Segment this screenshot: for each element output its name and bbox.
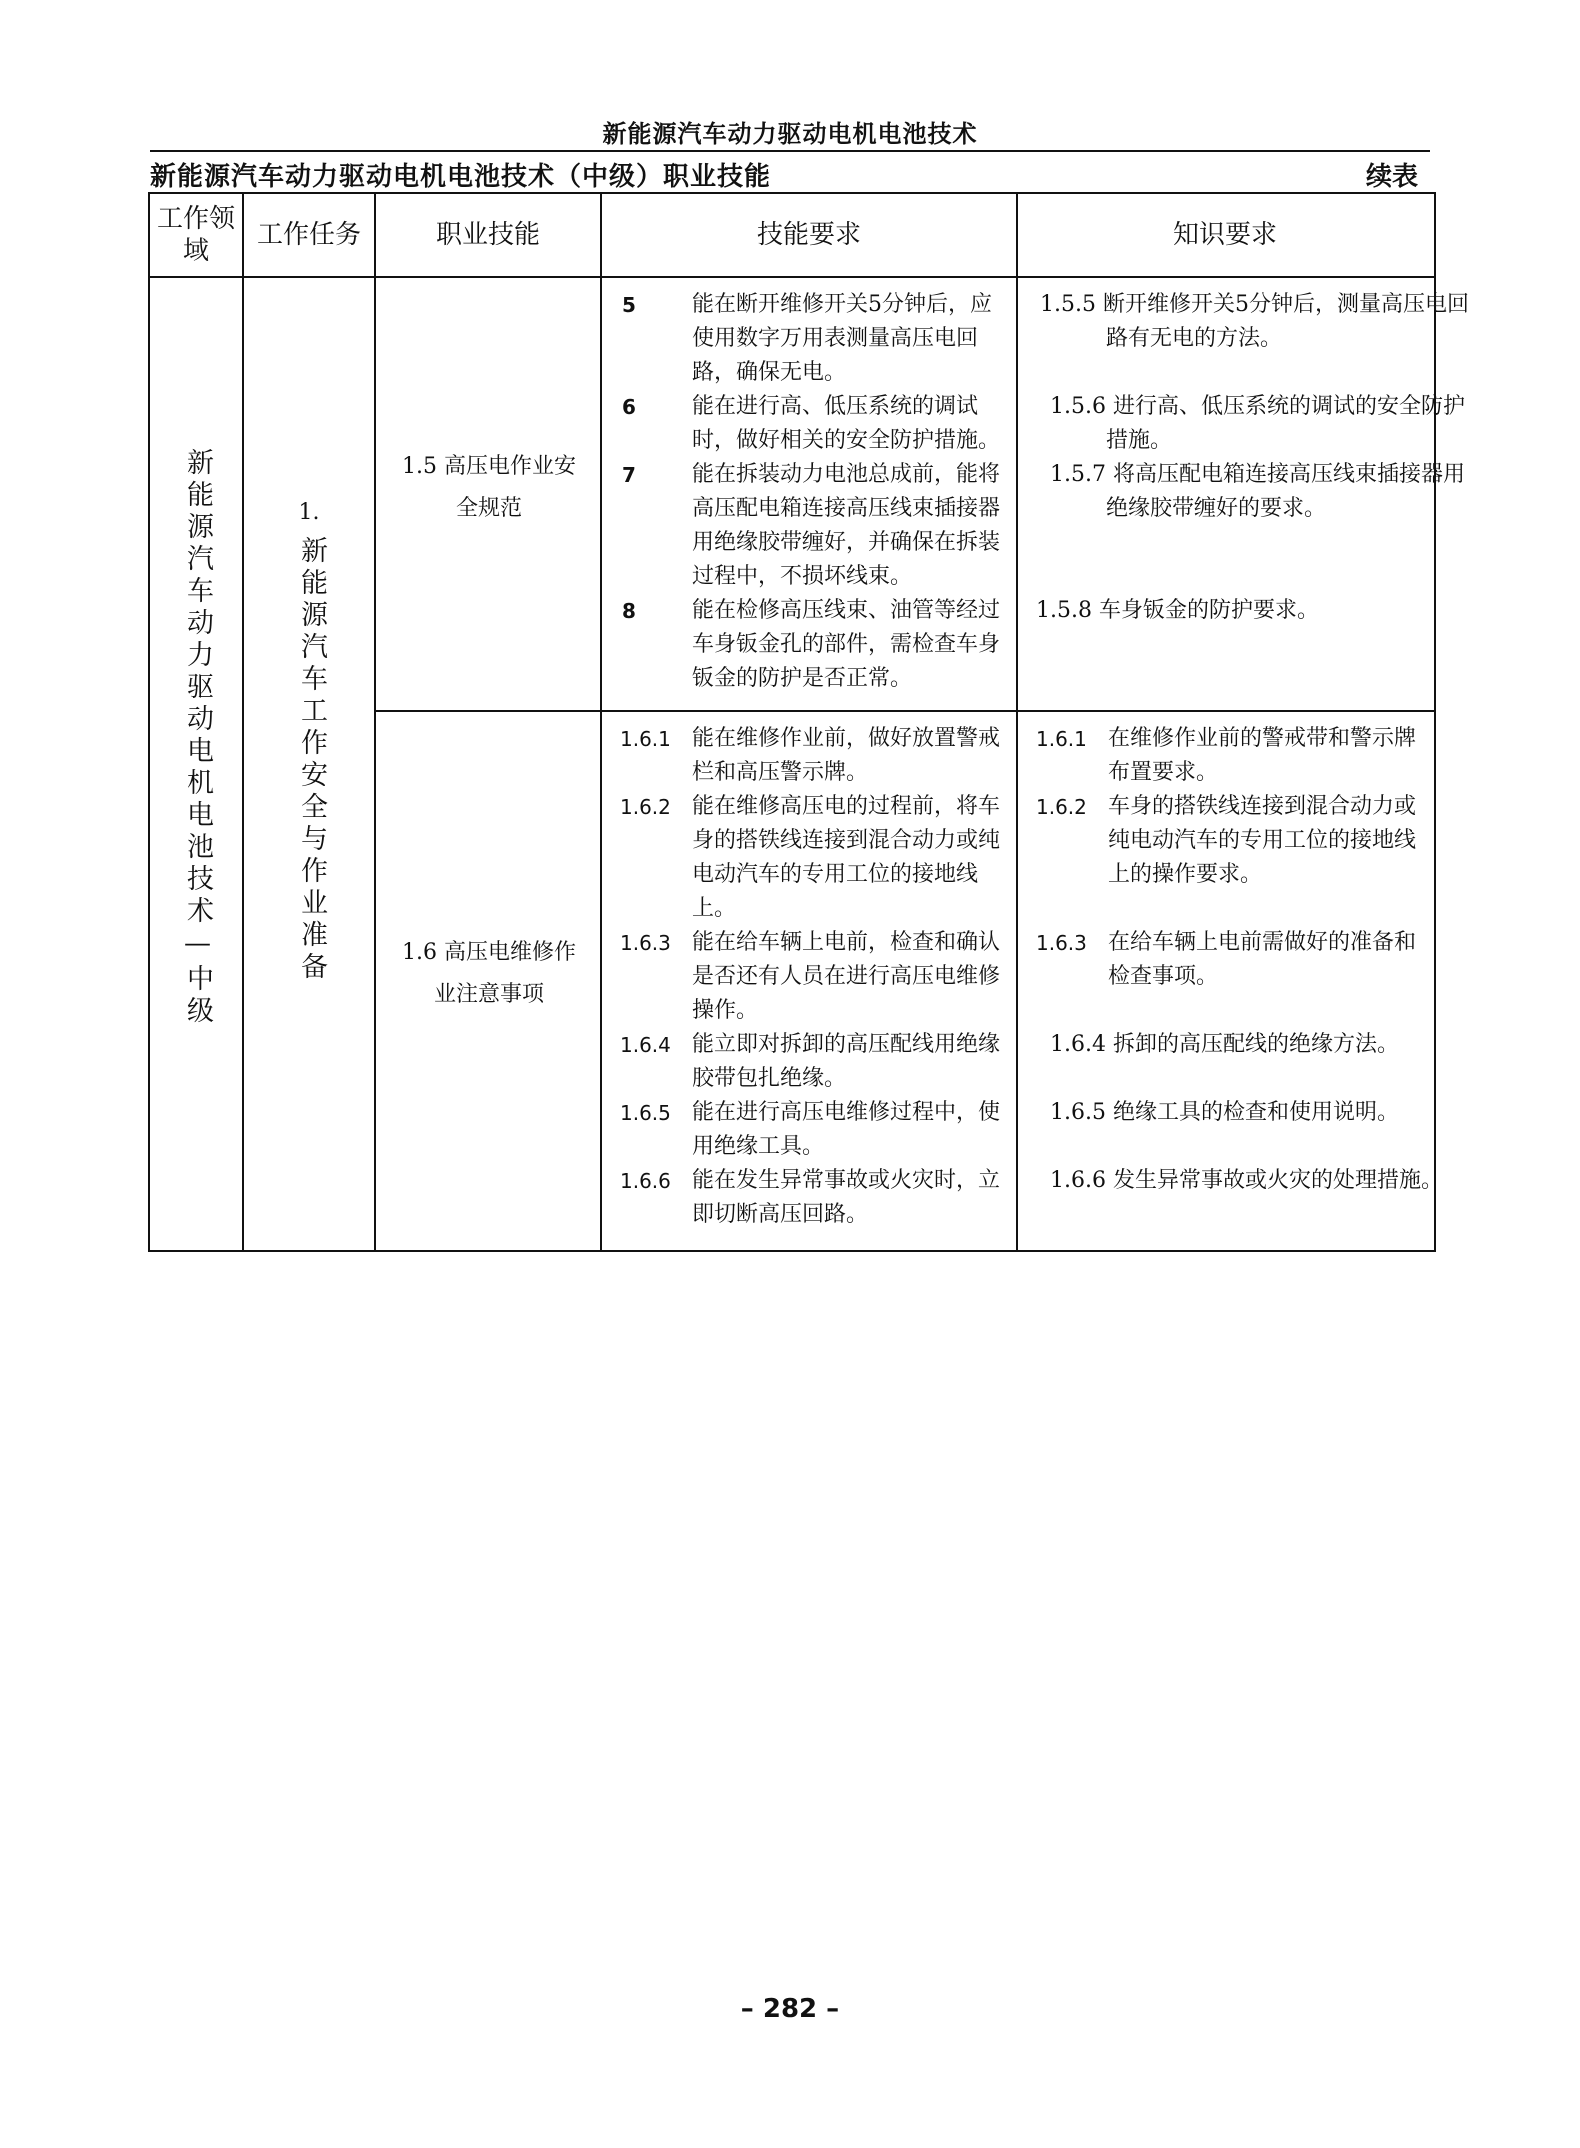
row-divider — [376, 710, 1434, 712]
knowledge-req-text: 绝缘工具的检查和使用说明。 — [1112, 1100, 1399, 1125]
knowledge-req-text: 在给车辆上电前需做好的准备和检查事项。 — [1108, 930, 1417, 989]
skill-req-number: 8 — [622, 599, 636, 623]
task-name-cell: 新能源汽车工作安全与作业准备 — [296, 536, 327, 984]
column-header-skill: 职业技能 — [435, 220, 540, 250]
skill-req-number: 1.6.3 — [620, 931, 671, 955]
task-number: 1. — [298, 500, 320, 525]
skill-req-number: 1.6.6 — [620, 1169, 671, 1193]
skill-req-text: 能在断开维修开关5分钟后，应使用数字万用表测量高压电回路，确保无电。 — [692, 292, 992, 385]
column-divider — [242, 194, 244, 1250]
knowledge-req-text: 车身钣金的防护要求。 — [1098, 598, 1319, 623]
knowledge-req-number: 1.6.3 — [1036, 931, 1087, 955]
knowledge-req-number: 1.6.5 — [1050, 1100, 1106, 1125]
knowledge-req-item — [1050, 1164, 1476, 1198]
knowledge-req-text: 将高压配电箱连接高压线束插接器用绝缘胶带缠好的要求。 — [1106, 462, 1465, 521]
skill-req-text: 能在拆装动力电池总成前，能将高压配电箱连接高压线束插接器用绝缘胶带缠好，并确保在拆装过程中，不损坏线束。 — [692, 462, 1001, 589]
knowledge-req-item — [1050, 1096, 1420, 1130]
knowledge-req-number: 1.5.6 — [1050, 394, 1106, 419]
knowledge-req-text: 断开维修开关5分钟后，测量高压电回路有无电的方法。 — [1102, 292, 1469, 351]
skill-name: 1.6 高压电维修作业注意事项 — [402, 940, 576, 1007]
column-header-knowledge-requirements: 知识要求 — [1172, 220, 1277, 250]
knowledge-req-item — [1050, 1028, 1420, 1062]
skill-req-text: 能在维修高压电的过程前，将车身的搭铁线连接到混合动力或纯电动汽车的专用工位的接地线上。 — [692, 794, 1001, 921]
column-header-skill-requirements: 技能要求 — [756, 220, 861, 250]
header-rule — [150, 150, 1430, 152]
skill-req-number: 1.6.2 — [620, 795, 671, 819]
knowledge-req-text: 在维修作业前的警戒带和警示牌布置要求。 — [1108, 726, 1417, 785]
running-head: 新能源汽车动力驱动电机电池技术 — [602, 120, 978, 148]
header-divider — [150, 276, 1434, 278]
skill-req-text: 能在检修高压线束、油管等经过车身钣金孔的部件，需检查车身钣金的防护是否正常。 — [692, 598, 1001, 691]
knowledge-req-number: 1.6.6 — [1050, 1168, 1106, 1193]
skill-name: 1.5 高压电作业安全规范 — [402, 454, 576, 521]
knowledge-req-item — [1050, 390, 1476, 458]
knowledge-req-item — [1040, 288, 1486, 356]
knowledge-req-number: 1.5.5 — [1040, 292, 1096, 317]
skill-req-text: 能在维修作业前，做好放置警戒栏和高压警示牌。 — [692, 726, 1001, 785]
column-divider — [374, 194, 376, 1250]
knowledge-req-number: 1.5.8 — [1036, 598, 1092, 623]
skill-req-text: 能立即对拆卸的高压配线用绝缘胶带包扎绝缘。 — [692, 1032, 1001, 1091]
knowledge-req-text: 发生异常事故或火灾的处理措施。 — [1112, 1168, 1443, 1193]
skill-req-number: 7 — [622, 463, 636, 487]
column-divider — [1016, 194, 1018, 1250]
skill-table — [148, 192, 1469, 1252]
knowledge-req-number: 1.5.7 — [1050, 462, 1106, 487]
skill-req-number: 6 — [622, 395, 636, 419]
page-number: – 282 – — [740, 1994, 840, 2024]
skill-req-number: 5 — [622, 293, 636, 317]
knowledge-req-number: 1.6.1 — [1036, 727, 1087, 751]
knowledge-req-number: 1.6.2 — [1036, 795, 1087, 819]
knowledge-req-text: 拆卸的高压配线的绝缘方法。 — [1112, 1032, 1399, 1057]
continued-label: 续表 — [1365, 162, 1418, 192]
column-header-task: 工作任务 — [256, 220, 361, 250]
skill-req-number: 1.6.5 — [620, 1101, 671, 1125]
table-title: 新能源汽车动力驱动电机电池技术（中级）职业技能 — [150, 162, 772, 192]
knowledge-req-number: 1.6.4 — [1050, 1032, 1106, 1057]
skill-req-text: 能在进行高压电维修过程中，使用绝缘工具。 — [692, 1100, 1001, 1159]
skill-req-text: 能在发生异常事故或火灾时，立即切断高压回路。 — [692, 1168, 1001, 1227]
knowledge-req-item — [1036, 594, 1420, 628]
column-divider — [600, 194, 602, 1250]
knowledge-req-item — [1050, 458, 1476, 526]
skill-req-number: 1.6.1 — [620, 727, 671, 751]
skill-req-number: 1.6.4 — [620, 1033, 671, 1057]
knowledge-req-text: 进行高、低压系统的调试的安全防护措施。 — [1106, 394, 1465, 453]
skill-req-text: 能在进行高、低压系统的调试时，做好相关的安全防护措施。 — [692, 394, 1001, 453]
skill-req-text: 能在给车辆上电前，检查和确认是否还有人员在进行高压电维修操作。 — [692, 930, 1001, 1023]
column-header-domain: 工作领域 — [156, 204, 235, 266]
work-domain-cell: 新能源汽车动力驱动电机电池技术—中级 — [182, 448, 213, 1028]
knowledge-req-text: 车身的搭铁线连接到混合动力或纯电动汽车的专用工位的接地线上的操作要求。 — [1108, 794, 1417, 887]
